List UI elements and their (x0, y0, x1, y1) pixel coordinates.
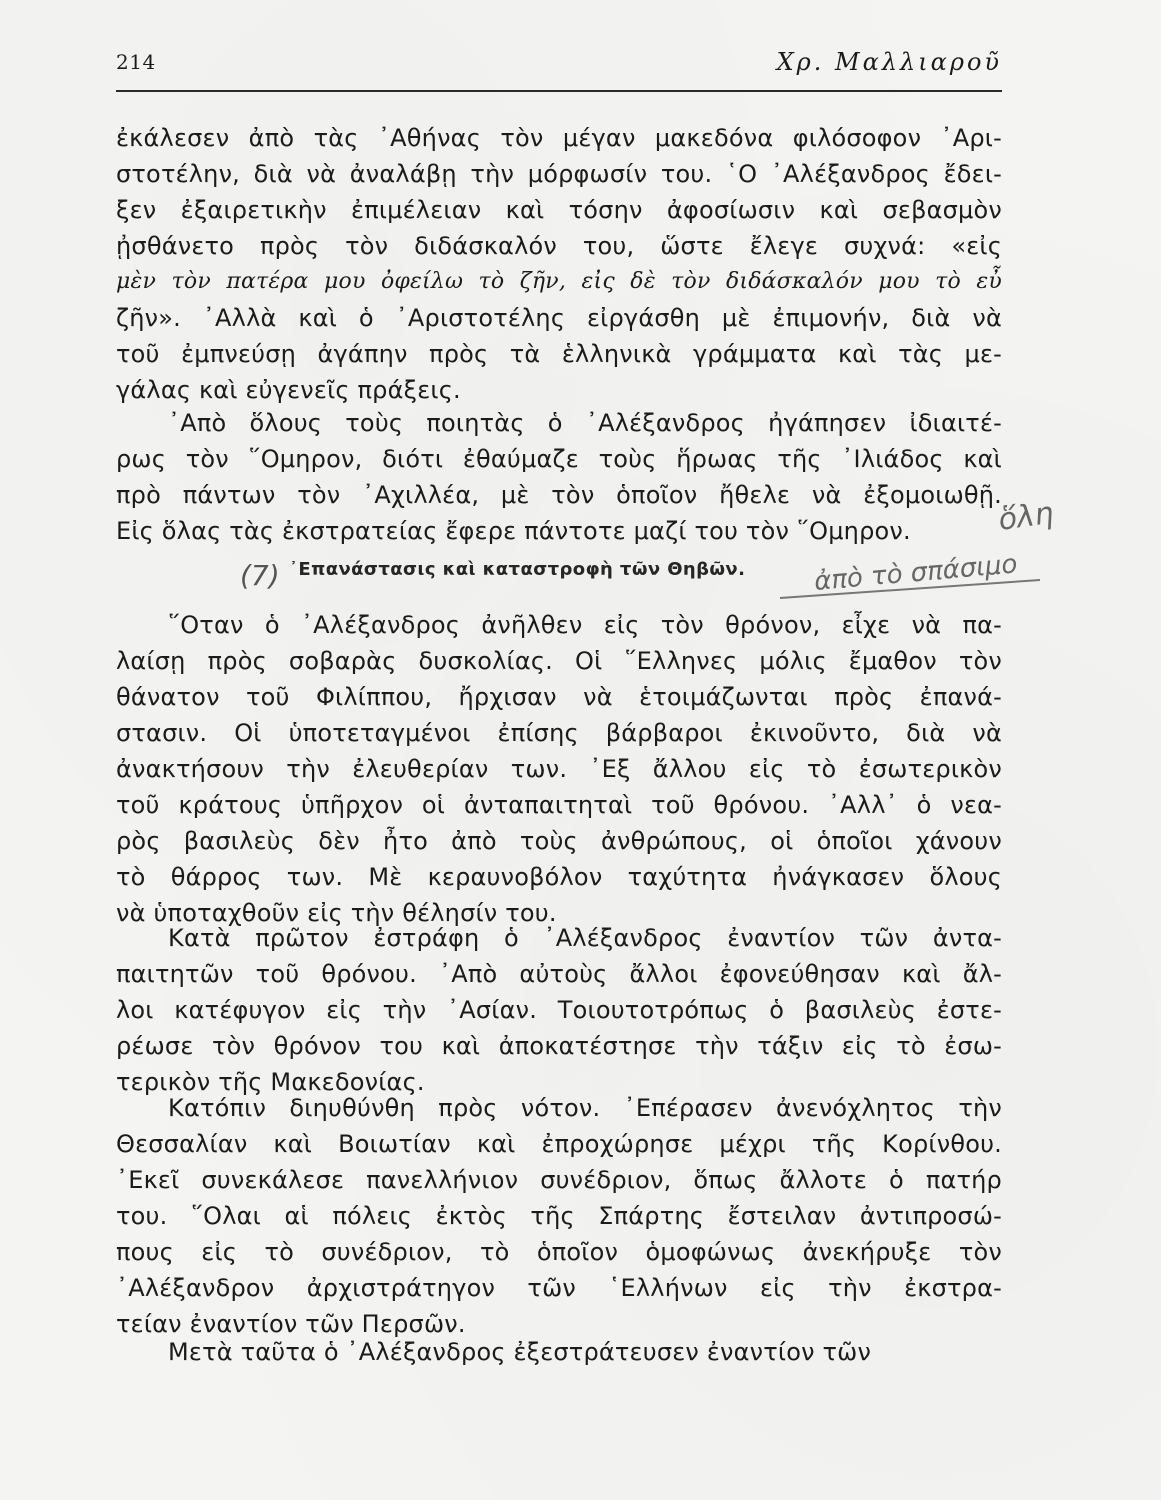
handwritten-note-right: ὅλη (996, 495, 1056, 538)
text-line: νὰ ὑποταχθοῦν εἰς τὴν θέλησίν του. (116, 899, 557, 927)
text-line: ξεν ἐξαιρετικὴν ἐπιμέλειαν καὶ τόσην ἀφοσίωσιν καὶ σεβασμὸν (116, 196, 1002, 224)
text-line: ζῆν». ᾿Αλλὰ καὶ ὁ ᾿Αριστοτέλης εἰργάσθη μὲ ἐπιμονήν, διὰ νὰ (116, 304, 1002, 332)
text-line: ἀνακτήσουν τὴν ἐλευθερίαν των. ᾿Εξ ἄλλου εἰς τὸ ἐσωτερικὸν (116, 755, 1002, 783)
text-line: ρὸς βασιλεὺς δὲν ἦτο ἀπὸ τοὺς ἀνθρώπους, οἱ ὁποῖοι χάνουν (116, 827, 1002, 855)
quoted-saying-line: μὲν τὸν πατέρα μου ὀφείλω τὸ ζῆν, εἰς δὲ τὸν διδάσκαλόν μου τὸ εὖ (116, 269, 1002, 294)
text-line: στασιν. Οἱ ὑποτεταγμένοι ἐπίσης βάρβαροι ἐκινοῦντο, διὰ νὰ (116, 719, 1002, 747)
text-line: του. ῞Ολαι αἱ πόλεις ἐκτὸς τῆς Σπάρτης ἔστειλαν ἀντιπροσώ- (116, 1202, 1002, 1230)
section-heading: ᾿Επανάστασις καὶ καταστροφὴ τῶν Θηβῶν. (289, 559, 746, 580)
text-line: Εἰς ὅλας τὰς ἐκστρατείας ἔφερε πάντοτε μαζί του τὸν ῞Ομηρον. (116, 517, 911, 545)
handwritten-underline (780, 580, 1040, 598)
text-line: πρὸ πάντων τὸν ᾿Αχιλλέα, μὲ τὸν ὁποῖον ἤθελε νὰ ἐξομοιωθῇ. (116, 481, 1002, 509)
text-line: Κατὰ πρῶτον ἐστράφη ὁ ᾿Αλέξανδρος ἐναντίον τῶν ἀντα- (168, 924, 1002, 952)
page-number: 214 (116, 50, 156, 74)
text-line: Μετὰ ταῦτα ὁ ᾿Αλέξανδρος ἐξεστράτευσεν ἐναντίον τῶν (168, 1338, 872, 1366)
text-line: ᾿Απὸ ὅλους τοὺς ποιητὰς ὁ ᾿Αλέξανδρος ἠγάπησεν ἰδιαιτέ- (168, 409, 1002, 437)
text-line: ᾿Εκεῖ συνεκάλεσε πανελλήνιον συνέδριον, ὅπως ἄλλοτε ὁ πατήρ (116, 1166, 1002, 1194)
text-line: ρως τὸν ῞Ομηρον, διότι ἐθαύμαζε τοὺς ἥρωας τῆς ᾿Ιλιάδος καὶ (116, 445, 1002, 473)
text-line: ἐκάλεσεν ἀπὸ τὰς ᾿Αθήνας τὸν μέγαν μακεδόνα φιλόσοφον ᾿Αρι- (116, 124, 1002, 152)
text-line: παιτητῶν τοῦ θρόνου. ᾿Απὸ αὐτοὺς ἄλλοι ἐφονεύθησαν καὶ ἄλ- (116, 960, 1002, 988)
text-line: ρέωσε τὸν θρόνον του καὶ ἀποκατέστησε τὴν τάξιν εἰς τὸ ἐσω- (116, 1032, 1002, 1060)
text-line: ῞Οταν ὁ ᾿Αλέξανδρος ἀνῆλθεν εἰς τὸν θρόνον, εἶχε νὰ πα- (168, 611, 1002, 639)
text-line: τείαν ἐναντίον τῶν Περσῶν. (116, 1310, 466, 1338)
text-line: τοῦ κράτους ὑπῆρχον οἱ ἀνταπαιτηταὶ τοῦ θρόνου. ᾿Αλλ᾿ ὁ νεα- (116, 791, 1002, 819)
text-line: τοῦ ἐμπνεύσῃ ἀγάπην πρὸς τὰ ἑλληνικὰ γράμματα καὶ τὰς με- (116, 340, 1002, 368)
handwritten-note-heading: ἀπὸ τὸ σπάσιμο (812, 549, 1019, 597)
paragraph-4 (116, 920, 1002, 1100)
handwritten-margin-number: (7) (240, 559, 280, 592)
paragraph-1 (116, 120, 1002, 408)
text-line: ᾐσθάνετο πρὸς τὸν διδάσκαλόν του, ὥστε ἔλεγε συχνά: «εἰς (116, 232, 1002, 260)
text-line: τὸ θάρρος των. Μὲ κεραυνοβόλον ταχύτητα ἠνάγκασεν ὅλους (116, 863, 1002, 891)
text-line: τερικὸν τῆς Μακεδονίας. (116, 1068, 425, 1096)
running-header (116, 50, 1002, 92)
paragraph-6 (116, 1334, 1002, 1370)
text-line: ᾿Αλέξανδρον ἀρχιστράτηγον τῶν ῾Ελλήνων εἰς τὴν ἐκστρα- (116, 1274, 1002, 1302)
text-line: λοι κατέφυγον εἰς τὴν ᾿Ασίαν. Τοιουτοτρόπως ὁ βασιλεὺς ἐστε- (116, 996, 1002, 1024)
author-name: Χρ. Μαλλιαροῦ (776, 48, 1002, 76)
text-line: πους εἰς τὸ συνέδριον, τὸ ὁποῖον ὁμοφώνως ἀνεκήρυξε τὸν (116, 1238, 1002, 1266)
text-line: γάλας καὶ εὐγενεῖς πράξεις. (116, 376, 461, 404)
paragraph-3 (116, 607, 1002, 931)
text-line: λαίσῃ πρὸς σοβαρὰς δυσκολίας. Οἱ ῞Ελληνες μόλις ἔμαθον τὸν (116, 647, 1002, 675)
text-line: θάνατον τοῦ Φιλίππου, ἤρχισαν νὰ ἑτοιμάζωνται πρὸς ἐπανά- (116, 683, 1002, 711)
text-line: Κατόπιν διηυθύνθη πρὸς νότον. ᾿Επέρασεν ἀνενόχλητος τὴν (168, 1094, 1002, 1122)
text-line: Θεσσαλίαν καὶ Βοιωτίαν καὶ ἐπροχώρησε μέχρι τῆς Κορίνθου. (116, 1130, 1002, 1158)
text-line: στοτέλην, διὰ νὰ ἀναλάβῃ τὴν μόρφωσίν του. ῾Ο ᾿Αλέξανδρος ἔδει- (116, 160, 1002, 188)
paragraph-2 (116, 405, 1002, 549)
paragraph-5 (116, 1090, 1002, 1342)
